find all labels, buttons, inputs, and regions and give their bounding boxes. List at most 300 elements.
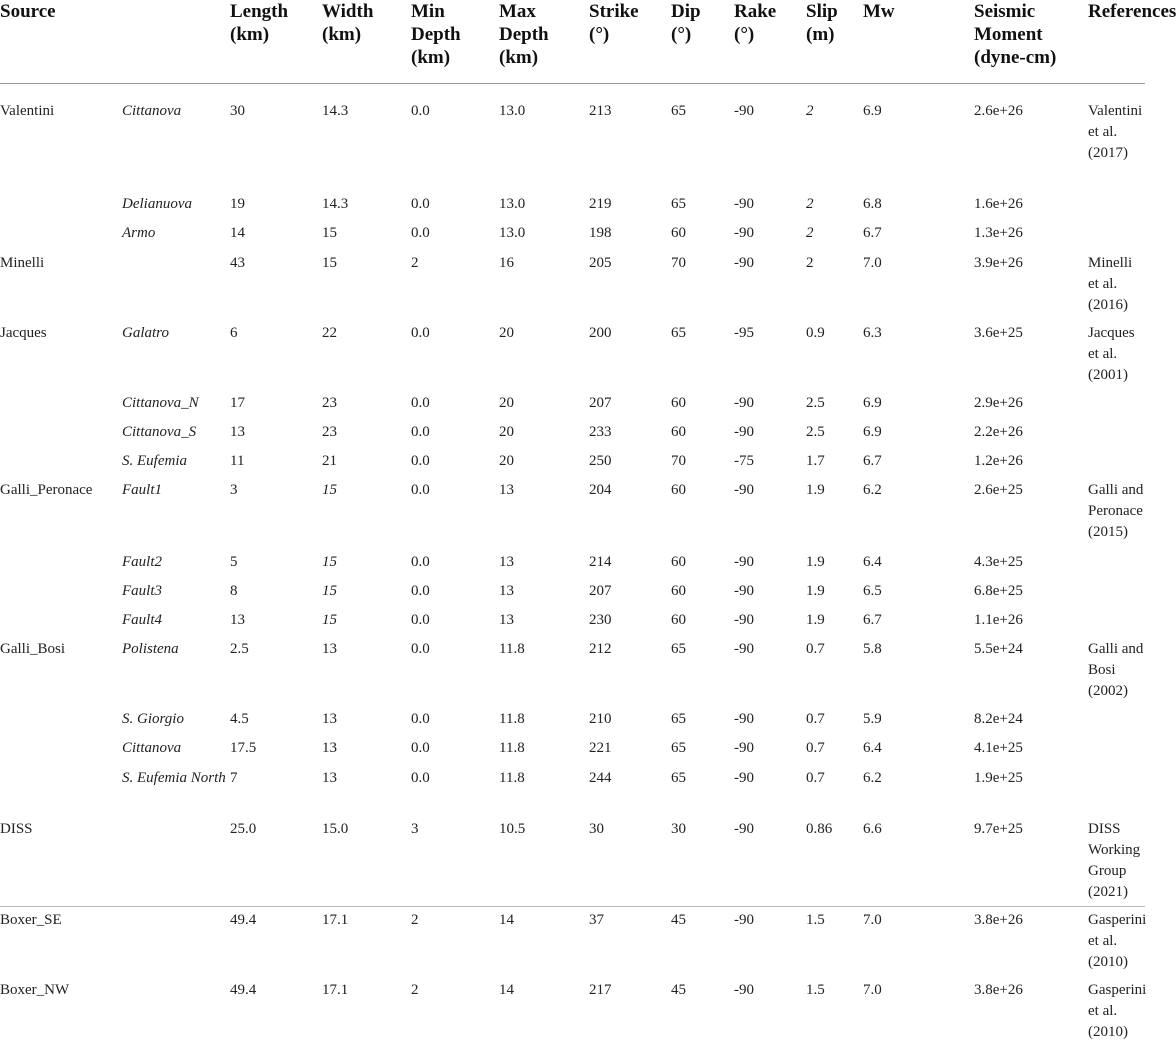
cell-max-depth: 16 (499, 246, 589, 316)
cell-mw: 5.8 (863, 632, 974, 702)
cell-rake: -90 (734, 187, 806, 216)
cell-strike: 219 (589, 187, 671, 216)
cell-moment: 2.2e+26 (974, 415, 1088, 444)
cell-source (0, 386, 122, 415)
cell-slip: 1.9 (806, 545, 863, 574)
table-row (0, 574, 1145, 603)
cell-max-depth: 13 (499, 574, 589, 603)
cell-fault: S. Giorgio (122, 702, 230, 731)
cell-rake: -90 (734, 473, 806, 545)
cell-mw: 6.9 (863, 386, 974, 415)
cell-max-depth: 11.8 (499, 632, 589, 702)
cell-rake: -90 (734, 216, 806, 246)
cell-width: 15 (322, 603, 411, 632)
cell-min-depth: 2 (411, 973, 499, 1043)
cell-slip: 1.5 (806, 973, 863, 1043)
cell-mw: 6.2 (863, 473, 974, 545)
cell-width: 22 (322, 316, 411, 386)
cell-slip: 0.9 (806, 316, 863, 386)
cell-length: 8 (230, 574, 322, 603)
cell-length: 13 (230, 415, 322, 444)
table-row (0, 731, 1145, 761)
cell-min-depth: 0.0 (411, 731, 499, 761)
header-source-l0: Source (0, 1, 56, 22)
header-seismic-moment (974, 0, 1088, 84)
cell-strike: 210 (589, 702, 671, 731)
cell-slip: 0.86 (806, 812, 863, 903)
cell-dip: 60 (671, 386, 734, 415)
cell-source: DISS (0, 812, 122, 903)
cell-max-depth: 13 (499, 545, 589, 574)
cell-fault: Fault4 (122, 603, 230, 632)
cell-reference (1088, 603, 1145, 632)
header-length-l1: (km) (230, 24, 269, 45)
header-mw-l0: Mw (863, 1, 895, 22)
header-strike-l1: (°) (589, 24, 609, 45)
cell-width: 14.3 (322, 187, 411, 216)
cell-width: 13 (322, 702, 411, 731)
header-strike (589, 0, 671, 84)
cell-width: 13 (322, 731, 411, 761)
cell-min-depth: 0.0 (411, 702, 499, 731)
header-moment-l2: (dyne-cm) (974, 47, 1056, 68)
cell-moment: 2.6e+25 (974, 473, 1088, 545)
table-row (0, 415, 1145, 444)
cell-source (0, 603, 122, 632)
cell-dip: 45 (671, 903, 734, 973)
cell-min-depth: 2 (411, 903, 499, 973)
header-min-depth (411, 0, 499, 84)
cell-strike: 233 (589, 415, 671, 444)
cell-moment: 6.8e+25 (974, 574, 1088, 603)
header-dip-l0: Dip (671, 1, 701, 22)
cell-slip: 2.5 (806, 386, 863, 415)
cell-length: 30 (230, 84, 322, 188)
cell-source (0, 415, 122, 444)
header-source (0, 0, 230, 84)
cell-moment: 3.8e+26 (974, 973, 1088, 1043)
cell-source: Boxer_SE (0, 903, 122, 973)
cell-dip: 60 (671, 216, 734, 246)
table-row (0, 702, 1145, 731)
cell-length: 19 (230, 187, 322, 216)
header-slip-l0: Slip (806, 1, 838, 22)
cell-source (0, 216, 122, 246)
cell-reference: Galli and Peronace (2015) (1088, 473, 1145, 545)
cell-fault (122, 246, 230, 316)
cell-moment: 4.3e+25 (974, 545, 1088, 574)
table-row (0, 545, 1145, 574)
cell-mw: 7.0 (863, 246, 974, 316)
cell-dip: 65 (671, 731, 734, 761)
cell-strike: 205 (589, 246, 671, 316)
cell-rake: -90 (734, 702, 806, 731)
cell-strike: 214 (589, 545, 671, 574)
cell-mw: 6.2 (863, 761, 974, 812)
table-row (0, 216, 1145, 246)
table-bottom-rule (0, 906, 1145, 907)
cell-max-depth: 11.8 (499, 761, 589, 812)
cell-max-depth: 20 (499, 415, 589, 444)
cell-mw: 6.9 (863, 415, 974, 444)
header-max-depth (499, 0, 589, 84)
cell-length: 6 (230, 316, 322, 386)
cell-mw: 6.4 (863, 731, 974, 761)
cell-rake: -90 (734, 246, 806, 316)
cell-rake: -90 (734, 603, 806, 632)
cell-mw: 7.0 (863, 973, 974, 1043)
cell-moment: 9.7e+25 (974, 812, 1088, 903)
cell-dip: 30 (671, 812, 734, 903)
cell-mw: 7.0 (863, 903, 974, 973)
header-moment-l1: Moment (974, 24, 1043, 45)
cell-width: 13 (322, 632, 411, 702)
cell-reference (1088, 444, 1145, 473)
cell-rake: -90 (734, 574, 806, 603)
cell-dip: 70 (671, 444, 734, 473)
cell-reference (1088, 386, 1145, 415)
cell-strike: 37 (589, 903, 671, 973)
cell-length: 5 (230, 545, 322, 574)
cell-slip: 1.7 (806, 444, 863, 473)
cell-reference: Valentini et al. (2017) (1088, 84, 1145, 188)
cell-source: Galli_Peronace (0, 473, 122, 545)
cell-max-depth: 11.8 (499, 731, 589, 761)
cell-width: 17.1 (322, 903, 411, 973)
cell-min-depth: 0.0 (411, 444, 499, 473)
cell-max-depth: 13.0 (499, 216, 589, 246)
cell-reference (1088, 216, 1145, 246)
header-length-l0: Length (230, 1, 288, 22)
table-row (0, 973, 1145, 1043)
cell-length: 25.0 (230, 812, 322, 903)
header-width (322, 0, 411, 84)
cell-moment: 1.6e+26 (974, 187, 1088, 216)
cell-strike: 217 (589, 973, 671, 1043)
table-row (0, 812, 1145, 903)
cell-max-depth: 13.0 (499, 84, 589, 188)
table-row (0, 316, 1145, 386)
cell-length: 11 (230, 444, 322, 473)
cell-source (0, 574, 122, 603)
cell-fault: Armo (122, 216, 230, 246)
cell-min-depth: 0.0 (411, 632, 499, 702)
cell-slip: 1.9 (806, 603, 863, 632)
cell-fault: Polistena (122, 632, 230, 702)
cell-moment: 2.6e+26 (974, 84, 1088, 188)
header-references-l0: References (1088, 1, 1176, 22)
cell-mw: 6.8 (863, 187, 974, 216)
cell-mw: 6.5 (863, 574, 974, 603)
cell-reference: Galli and Bosi (2002) (1088, 632, 1145, 702)
cell-max-depth: 20 (499, 316, 589, 386)
header-slip-l1: (m) (806, 24, 834, 45)
cell-strike: 207 (589, 574, 671, 603)
cell-reference: Jacques et al. (2001) (1088, 316, 1145, 386)
cell-min-depth: 2 (411, 246, 499, 316)
header-rake-l1: (°) (734, 24, 754, 45)
table-row (0, 246, 1145, 316)
cell-reference: Gasperini et al. (2010) (1088, 903, 1145, 973)
cell-source (0, 702, 122, 731)
header-max-depth-l2: (km) (499, 47, 538, 68)
cell-source: Boxer_NW (0, 973, 122, 1043)
cell-rake: -90 (734, 545, 806, 574)
cell-rake: -90 (734, 84, 806, 188)
cell-max-depth: 20 (499, 444, 589, 473)
cell-moment: 5.5e+24 (974, 632, 1088, 702)
cell-dip: 60 (671, 603, 734, 632)
cell-slip: 0.7 (806, 632, 863, 702)
cell-mw: 6.7 (863, 216, 974, 246)
header-min-depth-l1: Depth (411, 24, 461, 45)
cell-fault (122, 903, 230, 973)
cell-dip: 65 (671, 761, 734, 812)
cell-strike: 213 (589, 84, 671, 188)
cell-slip: 2 (806, 84, 863, 188)
cell-width: 15.0 (322, 812, 411, 903)
cell-mw: 6.7 (863, 603, 974, 632)
cell-reference (1088, 574, 1145, 603)
cell-min-depth: 0.0 (411, 761, 499, 812)
cell-width: 23 (322, 415, 411, 444)
cell-strike: 207 (589, 386, 671, 415)
cell-length: 3 (230, 473, 322, 545)
cell-max-depth: 11.8 (499, 702, 589, 731)
cell-slip: 1.9 (806, 574, 863, 603)
cell-strike: 200 (589, 316, 671, 386)
header-moment-l0: Seismic (974, 1, 1035, 22)
cell-slip: 2 (806, 187, 863, 216)
cell-mw: 5.9 (863, 702, 974, 731)
cell-slip: 1.5 (806, 903, 863, 973)
cell-min-depth: 0.0 (411, 216, 499, 246)
cell-width: 15 (322, 545, 411, 574)
cell-width: 15 (322, 246, 411, 316)
table-row (0, 84, 1145, 188)
cell-reference (1088, 545, 1145, 574)
cell-width: 15 (322, 574, 411, 603)
cell-max-depth: 13.0 (499, 187, 589, 216)
cell-moment: 8.2e+24 (974, 702, 1088, 731)
cell-min-depth: 0.0 (411, 574, 499, 603)
cell-reference: Gasperini et al. (2010) (1088, 973, 1145, 1043)
cell-source: Jacques (0, 316, 122, 386)
cell-width: 15 (322, 473, 411, 545)
cell-dip: 70 (671, 246, 734, 316)
cell-source (0, 444, 122, 473)
cell-min-depth: 3 (411, 812, 499, 903)
cell-reference: DISS Working Group (2021) (1088, 812, 1145, 903)
cell-dip: 60 (671, 545, 734, 574)
cell-reference (1088, 731, 1145, 761)
cell-length: 49.4 (230, 973, 322, 1043)
cell-rake: -90 (734, 415, 806, 444)
header-min-depth-l2: (km) (411, 47, 450, 68)
cell-slip: 1.9 (806, 473, 863, 545)
cell-rake: -90 (734, 731, 806, 761)
cell-width: 15 (322, 216, 411, 246)
cell-max-depth: 20 (499, 386, 589, 415)
cell-strike: 204 (589, 473, 671, 545)
cell-rake: -90 (734, 812, 806, 903)
header-dip (671, 0, 734, 84)
cell-moment: 4.1e+25 (974, 731, 1088, 761)
cell-source (0, 545, 122, 574)
cell-min-depth: 0.0 (411, 386, 499, 415)
cell-rake: -90 (734, 903, 806, 973)
cell-moment: 3.6e+25 (974, 316, 1088, 386)
cell-fault: S. Eufemia North (122, 761, 230, 812)
cell-strike: 212 (589, 632, 671, 702)
table-row (0, 187, 1145, 216)
cell-min-depth: 0.0 (411, 84, 499, 188)
cell-dip: 65 (671, 702, 734, 731)
cell-width: 13 (322, 761, 411, 812)
cell-length: 7 (230, 761, 322, 812)
cell-fault: S. Eufemia (122, 444, 230, 473)
cell-dip: 65 (671, 84, 734, 188)
cell-moment: 3.8e+26 (974, 903, 1088, 973)
header-strike-l0: Strike (589, 1, 639, 22)
cell-min-depth: 0.0 (411, 187, 499, 216)
cell-reference: Minelli et al. (2016) (1088, 246, 1145, 316)
header-mw (863, 0, 974, 84)
cell-fault (122, 812, 230, 903)
cell-moment: 3.9e+26 (974, 246, 1088, 316)
table-row (0, 444, 1145, 473)
cell-source: Galli_Bosi (0, 632, 122, 702)
cell-fault (122, 973, 230, 1043)
cell-width: 21 (322, 444, 411, 473)
cell-length: 2.5 (230, 632, 322, 702)
cell-slip: 0.7 (806, 702, 863, 731)
cell-width: 14.3 (322, 84, 411, 188)
header-dip-l1: (°) (671, 24, 691, 45)
cell-rake: -95 (734, 316, 806, 386)
cell-mw: 6.4 (863, 545, 974, 574)
cell-slip: 0.7 (806, 761, 863, 812)
cell-min-depth: 0.0 (411, 415, 499, 444)
cell-fault: Cittanova (122, 731, 230, 761)
cell-dip: 60 (671, 473, 734, 545)
cell-reference (1088, 761, 1145, 812)
cell-fault: Cittanova_S (122, 415, 230, 444)
cell-fault: Delianuova (122, 187, 230, 216)
cell-moment: 1.9e+25 (974, 761, 1088, 812)
cell-length: 17.5 (230, 731, 322, 761)
cell-rake: -90 (734, 386, 806, 415)
cell-mw: 6.9 (863, 84, 974, 188)
cell-mw: 6.6 (863, 812, 974, 903)
cell-fault: Fault3 (122, 574, 230, 603)
header-references (1088, 0, 1145, 84)
table-header-row (0, 0, 1145, 84)
cell-max-depth: 13 (499, 603, 589, 632)
cell-min-depth: 0.0 (411, 545, 499, 574)
cell-rake: -90 (734, 761, 806, 812)
cell-length: 14 (230, 216, 322, 246)
table-row (0, 603, 1145, 632)
cell-dip: 65 (671, 187, 734, 216)
header-slip (806, 0, 863, 84)
cell-dip: 60 (671, 574, 734, 603)
cell-dip: 65 (671, 316, 734, 386)
header-length (230, 0, 322, 84)
cell-strike: 250 (589, 444, 671, 473)
header-min-depth-l0: Min (411, 1, 445, 22)
table-row (0, 903, 1145, 973)
cell-min-depth: 0.0 (411, 473, 499, 545)
table-body (0, 84, 1145, 1043)
cell-dip: 45 (671, 973, 734, 1043)
cell-rake: -90 (734, 973, 806, 1043)
cell-reference (1088, 187, 1145, 216)
table-row (0, 761, 1145, 812)
header-max-depth-l1: Depth (499, 24, 549, 45)
cell-dip: 65 (671, 632, 734, 702)
cell-strike: 244 (589, 761, 671, 812)
header-max-depth-l0: Max (499, 1, 536, 22)
cell-mw: 6.7 (863, 444, 974, 473)
cell-source (0, 761, 122, 812)
cell-reference (1088, 702, 1145, 731)
cell-max-depth: 13 (499, 473, 589, 545)
header-width-l1: (km) (322, 24, 361, 45)
table-row (0, 473, 1145, 545)
cell-width: 17.1 (322, 973, 411, 1043)
cell-min-depth: 0.0 (411, 603, 499, 632)
cell-min-depth: 0.0 (411, 316, 499, 386)
cell-fault: Cittanova_N (122, 386, 230, 415)
cell-slip: 2 (806, 216, 863, 246)
cell-fault: Fault1 (122, 473, 230, 545)
cell-length: 49.4 (230, 903, 322, 973)
cell-width: 23 (322, 386, 411, 415)
cell-fault: Fault2 (122, 545, 230, 574)
cell-source (0, 731, 122, 761)
cell-max-depth: 14 (499, 973, 589, 1043)
cell-moment: 2.9e+26 (974, 386, 1088, 415)
cell-max-depth: 10.5 (499, 812, 589, 903)
cell-length: 17 (230, 386, 322, 415)
cell-dip: 60 (671, 415, 734, 444)
cell-length: 4.5 (230, 702, 322, 731)
header-rake-l0: Rake (734, 1, 776, 22)
cell-fault: Galatro (122, 316, 230, 386)
cell-slip: 2 (806, 246, 863, 316)
header-width-l0: Width (322, 1, 373, 22)
cell-mw: 6.3 (863, 316, 974, 386)
cell-max-depth: 14 (499, 903, 589, 973)
cell-reference (1088, 415, 1145, 444)
cell-rake: -90 (734, 632, 806, 702)
cell-strike: 198 (589, 216, 671, 246)
cell-strike: 230 (589, 603, 671, 632)
table-row (0, 386, 1145, 415)
cell-strike: 30 (589, 812, 671, 903)
cell-source: Minelli (0, 246, 122, 316)
cell-moment: 1.2e+26 (974, 444, 1088, 473)
cell-rake: -75 (734, 444, 806, 473)
header-rake (734, 0, 806, 84)
cell-moment: 1.1e+26 (974, 603, 1088, 632)
cell-slip: 0.7 (806, 731, 863, 761)
cell-source (0, 187, 122, 216)
cell-source: Valentini (0, 84, 122, 188)
cell-fault: Cittanova (122, 84, 230, 188)
table-row (0, 632, 1145, 702)
